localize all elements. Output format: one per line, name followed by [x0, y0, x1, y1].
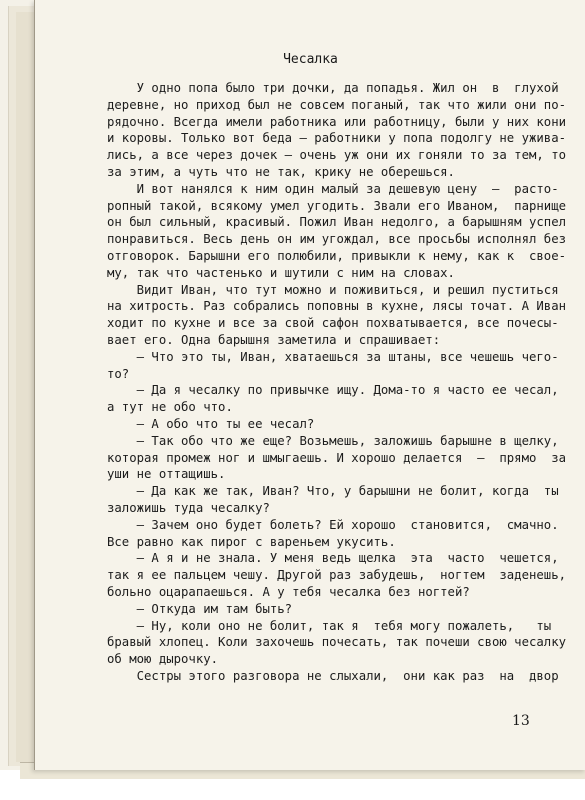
text-line: на хитрость. Раз собрались поповны в кухне, лясы точат. А Иван [107, 299, 567, 314]
text-line: бравый хлопец. Коли захочешь почесать, так почеши свою чесалку [107, 635, 567, 650]
text-line: Сестры этого разговора не слыхали, они как раз на двор [107, 668, 559, 683]
text-line: У одно попа было три дочки, да попадья. Жил он в глухой [107, 81, 559, 95]
text-line: Все равно как пирог с вареньем укусить. [107, 534, 396, 549]
text-line: и коровы. Только вот беда — работники у попа подолгу не ужива- [107, 131, 567, 146]
text-line: лись, а все через дочек — очень уж они их гоняли то за тем, то [107, 148, 567, 163]
text-line: больно оцарапаешься. А у тебя чесалка без ногтей? [107, 584, 470, 599]
text-line: понравиться. Весь день он им угождал, все просьбы исполнял без [107, 232, 567, 247]
text-line: за этим, а чуть что не так, крику не оберешься. [107, 164, 455, 179]
text-line: он был сильный, красивый. Пожил Иван недолго, а барышням успел [107, 215, 567, 230]
text-line: об мою дырочку. [107, 652, 219, 667]
text-line: рядочно. Всегда имели работника или работницу, были у них кони [107, 114, 567, 129]
text-line: — Откуда им там быть? [107, 601, 293, 616]
page-title: Чесалка [283, 52, 338, 67]
text-line: — Зачем оно будет болеть? Ей хорошо становится, смачно. [107, 517, 559, 532]
text-line: — А обо что ты ее чесал? [107, 416, 315, 431]
text-line: Видит Иван, что тут можно и поживиться, и решил пуститься [107, 282, 559, 297]
text-line: вает его. Одна барышня заметила и спрашивает: [107, 332, 441, 347]
text-line: которая промеж ног и шмыгаешь. И хорошо делается — прямо за [107, 450, 567, 465]
text-line: — Да я чесалку по привычке ищу. Дома-то я часто ее чесал, [107, 383, 559, 398]
text-line: уши не оттащишь. [107, 467, 226, 482]
text-line: — А я и не знала. У меня ведь щелка эта часто чешется, [107, 551, 559, 566]
text-line: ходит по кухне и все за свой сафон похватывается, все почесы- [107, 316, 559, 331]
text-line: — Так обо что же еще? Возьмешь, заложишь барышне в щелку, [107, 433, 559, 448]
text-line: му, так что частенько и шутили с ним на словах. [107, 265, 455, 280]
text-line: заложишь туда чесалку? [107, 500, 270, 515]
text-line: — Что это ты, Иван, хватаешься за штаны, все чешешь чего- [107, 349, 559, 364]
text-line: то? [107, 366, 130, 381]
text-line: так я ее пальцем чешу. Другой раз забудешь, ногтем заденешь, [107, 568, 567, 583]
text-line: ропный такой, всякому умел угодить. Звали его Иваном, парнище [107, 198, 567, 213]
document-page [34, 0, 585, 770]
page-number: 13 [512, 713, 530, 729]
text-line: деревне, но приход был не совсем поганый, так что жили они по- [107, 97, 567, 112]
text-line: а тут не обо что. [107, 400, 233, 415]
text-line: — Ну, коли оно не болит, так я тебя могу пожалеть, ты [107, 618, 552, 633]
text-line: — Да как же так, Иван? Что, у барышни не болит, когда ты [107, 484, 559, 499]
text-line: отговорок. Барышни его полюбили, привыкли к нему, как к свое- [107, 248, 567, 263]
document-body [107, 80, 577, 685]
text-line: И вот нанялся к ним один малый за дешевую цену — расто- [107, 181, 559, 196]
